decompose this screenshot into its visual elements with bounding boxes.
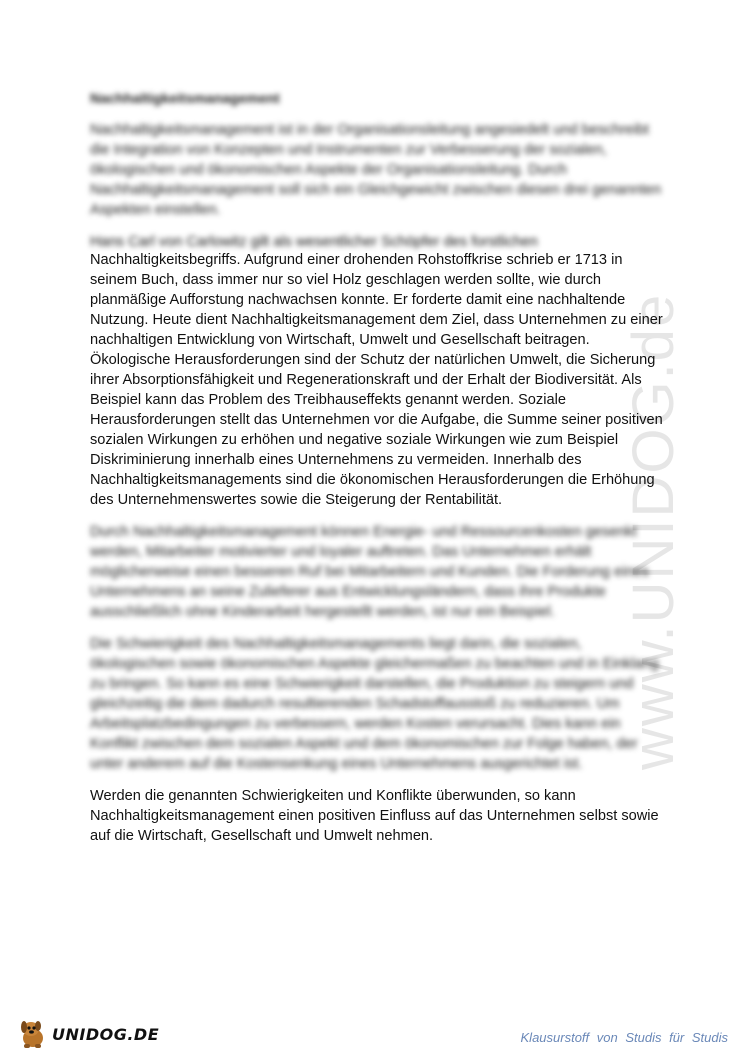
paragraph-2 bbox=[90, 232, 670, 510]
footer-slogan: Klausurstoff von Studis für Studis bbox=[520, 1030, 728, 1045]
dog-mascot-icon bbox=[18, 1018, 48, 1050]
paragraph-3: Durch Nachhaltigkeitsmanagement können Energie- und Ressourcenkosten gesenkt werden, Mitarbeiter motivierter und loyaler auftreten. Das Unternehmen erhält möglicherweise einen besseren Ruf bei Mitarbeitern und Kunden. Die Forderung eines Unternehmens an seine Zulieferer aus Entwicklungsländern, dass ihre Produkte ausschließlich ohne Kinderarbeit hergestellt werden, ist nur ein Beispiel. bbox=[90, 524, 649, 620]
paragraph-4: Die Schwierigkeit des Nachhaltigkeitsmanagements liegt darin, die sozialen, ökologischen sowie ökonomischen Aspekte gleichermaßen zu beachten und in Einklang zu bringen. So kann es eine Schwierigkeit darstellen, die Produktion zu steigern und gleichzeitig die dem dadurch resultierenden Schadstoffausstoß zu reduzieren. Um Arbeitsplatzbedingungen zu verbessern, werden Kosten verursacht. Dies kann ein Konflikt zwischen dem sozialen Aspekt und dem ökonomischen zur Folge haben, der unter anderem auf die Kostensenkung eines Unternehmens ausgerichtet ist. bbox=[90, 636, 659, 772]
paragraph-5: Werden die genannten Schwierigkeiten und Konflikte überwunden, so kann Nachhaltigkeitsmanagement einen positiven Einfluss auf das Unternehmen selbst sowie auf die Wirtschaft, Gesellschaft und Umwelt nehmen. bbox=[90, 788, 659, 844]
document-heading: Nachhaltigkeitsmanagement bbox=[90, 90, 280, 106]
logo-text: UNIDOG.DE bbox=[52, 1024, 160, 1044]
paragraph-1: Nachhaltigkeitsmanagement ist in der Organisationsleitung angesiedelt und beschreibt die Integration von Konzepten und Instrumenten zur Verbesserung der sozialen, ökologischen und ökonomischen Aspekte der Organisationsleitung. Durch Nachhaltigkeitsmanagement soll sich ein Gleichgewicht zwischen diesen drei genannten Aspekten einstellen. bbox=[90, 122, 662, 218]
document-body bbox=[90, 90, 670, 846]
watermark: www.UNIDOG.de bbox=[621, 292, 686, 770]
unidog-logo bbox=[18, 1016, 159, 1052]
paragraph-2-blurred-line: Hans Carl von Carlowitz gilt als wesentlicher Schöpfer des forstlichen bbox=[90, 234, 538, 250]
paragraph-2-text: Nachhaltigkeitsbegriffs. Aufgrund einer drohenden Rohstoffkrise schrieb er 1713 in seinem Buch, dass immer nur so viel Holz geschlagen werden sollte, wie durch planmäßige Aufforstung nachwachsen konnte. Er forderte damit eine nachhaltende Nutzung. Heute dient Nachhaltigkeitsmanagement dem Ziel, dass Unternehmen zu einer nachhaltigen Entwicklung von Wirtschaft, Umwelt und Gesellschaft beitragen. Ökologische Herausforderungen sind der Schutz der natürlichen Umwelt, die Sicherung ihrer Absorptionsfähigkeit und Regenerationskraft und der Erhalt der Biodiversität. Als Beispiel kann das Problem des Treibhauseffekts genannt werden. Soziale Herausforderungen stellt das Unternehmen vor die Aufgabe, die Summe seiner positiven sozialen Wirkungen zu erhöhen und negative soziale Wirkungen wie zum Beispiel Diskriminierung innerhalb eines Unternehmens zu vermeiden. Innerhalb des Nachhaltigkeitsmanagements sind die ökonomischen Herausforderungen die Erhöhung des Unternehmenswertes sowie die Steigerung der Rentabilität. bbox=[90, 252, 663, 508]
